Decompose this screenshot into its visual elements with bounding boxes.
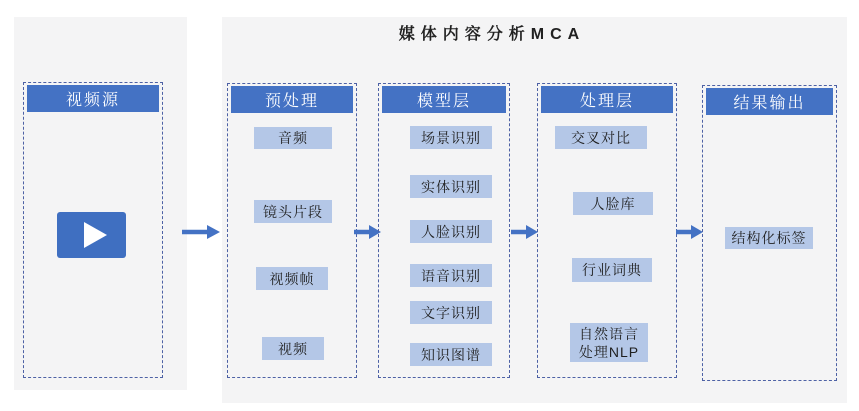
diagram-title: 媒体内容分析MCA xyxy=(398,26,586,43)
column-header-video-source: 视频源 xyxy=(27,85,159,112)
flow-arrow-1 xyxy=(182,224,220,240)
item-industry-dictionary: 行业词典 xyxy=(572,258,652,282)
column-header-process-layer: 处理层 xyxy=(541,86,673,113)
item-nlp-line1: 自然语言 xyxy=(579,325,639,342)
item-cross-compare: 交叉对比 xyxy=(555,126,647,149)
item-face-database: 人脸库 xyxy=(573,192,653,215)
item-audio: 音频 xyxy=(254,127,332,149)
play-triangle-icon xyxy=(57,212,126,258)
column-header-result-output: 结果输出 xyxy=(706,88,833,115)
flow-arrow-3 xyxy=(511,224,538,240)
item-shot-segments: 镜头片段 xyxy=(254,200,332,223)
column-header-model-layer: 模型层 xyxy=(382,86,506,113)
item-text-recognition: 文字识别 xyxy=(410,301,492,324)
item-knowledge-graph: 知识图谱 xyxy=(410,343,492,366)
item-nlp-line2: 处理NLP xyxy=(578,343,640,360)
play-icon xyxy=(57,212,126,258)
flow-arrow-2 xyxy=(354,224,381,240)
item-video-frames: 视频帧 xyxy=(256,267,328,290)
item-scene-recognition: 场景识别 xyxy=(410,126,492,149)
item-structured-tags: 结构化标签 xyxy=(725,227,813,249)
item-speech-recognition: 语音识别 xyxy=(410,264,492,287)
item-video: 视频 xyxy=(262,337,324,360)
item-nlp xyxy=(570,323,648,362)
item-entity-recognition: 实体识别 xyxy=(410,175,492,198)
flow-arrow-4 xyxy=(676,224,703,240)
column-header-preprocess: 预处理 xyxy=(231,86,353,113)
item-face-recognition: 人脸识别 xyxy=(410,220,492,243)
